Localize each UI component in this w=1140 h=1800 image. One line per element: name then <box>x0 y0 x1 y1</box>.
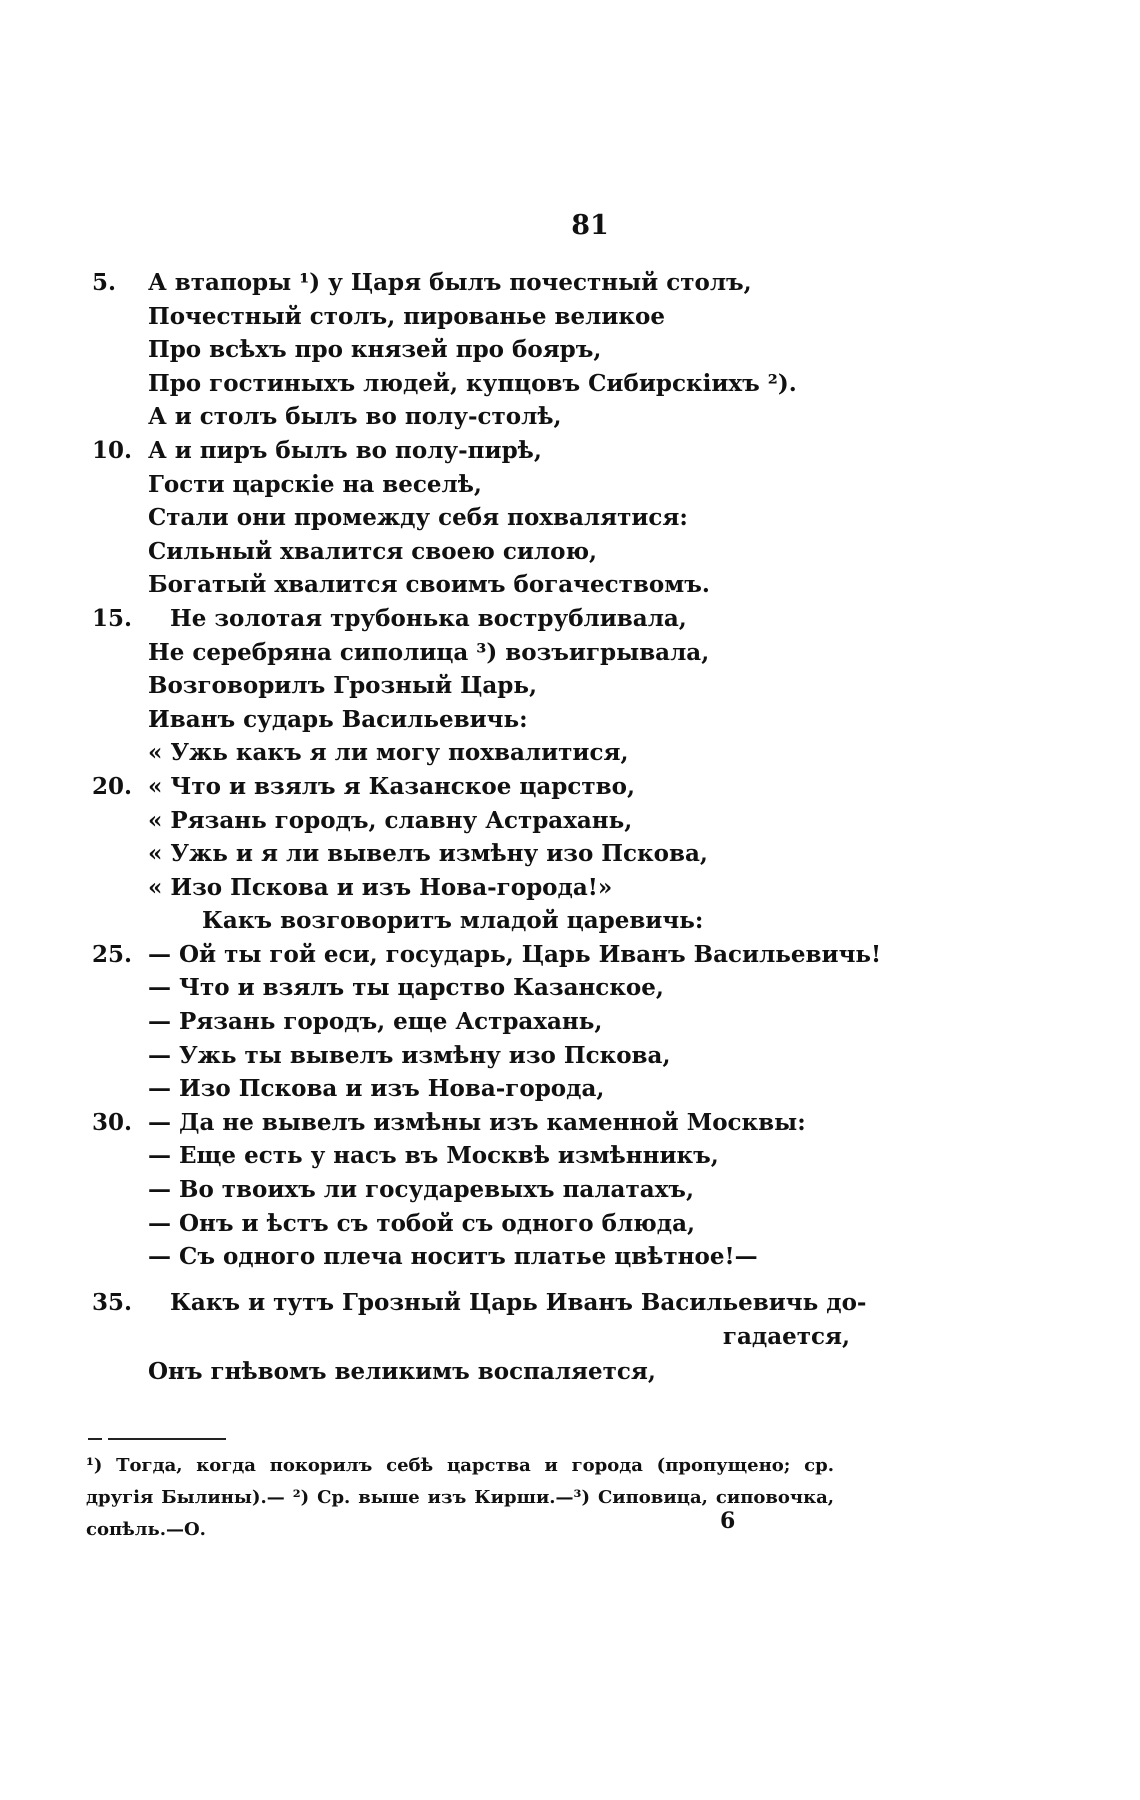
line-text: — Да не вывелъ измѣны изъ каменной Москвы: <box>148 1108 806 1136</box>
line-text: — Что и взялъ ты царство Казанское, <box>148 974 664 1002</box>
stanza-1 <box>92 266 882 1274</box>
page-number: 81 <box>571 210 609 241</box>
poem-line <box>92 804 852 838</box>
poem-line <box>92 1173 852 1207</box>
poem-line <box>92 333 852 367</box>
line-text: Про всѣхъ про князей про бояръ, <box>148 336 602 364</box>
poem-line <box>92 266 852 300</box>
printer-signature: 6 <box>720 1508 736 1534</box>
line-text: Богатый хвалится своимъ богачествомъ. <box>148 571 710 599</box>
line-text: « Ужь какъ я ли могу похвалитися, <box>148 739 629 767</box>
poem-line <box>92 1139 852 1173</box>
poem-line <box>92 770 852 804</box>
stanza-gap <box>92 1274 852 1286</box>
line-text: Гости царскiе на веселѣ, <box>148 470 482 498</box>
line-text: — Ой ты гой еси, государь, Царь Иванъ Васильевичь! <box>148 940 882 968</box>
line-text: — Съ одного плеча носитъ платье цвѣтное!— <box>148 1243 758 1271</box>
poem-line <box>92 602 852 636</box>
poem-line <box>92 703 852 737</box>
poem-body <box>92 266 882 1389</box>
line-text: « Ужь и я ли вывелъ измѣну изо Пскова, <box>148 840 708 868</box>
poem-line <box>92 400 852 434</box>
line-text: Стали они промежду себя похвалятися: <box>148 504 688 532</box>
poem-line <box>92 300 852 334</box>
poem-line <box>92 568 852 602</box>
line-text: А втапоры ¹) у Царя былъ почестный столъ, <box>148 269 752 296</box>
line-text: Не серебряна сиполица ³) возъигрывала, <box>148 638 710 666</box>
poem-line <box>92 837 852 871</box>
line-text: Сильный хвалится своею силою, <box>148 537 598 565</box>
poem-line <box>92 367 852 401</box>
line-text: Почестный столъ, пированье великое <box>148 302 665 330</box>
poem-line <box>92 1039 852 1073</box>
line-text: А и столъ былъ во полу-столѣ, <box>148 403 562 431</box>
poem-line <box>92 501 852 535</box>
line-text: Какъ возговоритъ младой царевичь: <box>202 907 704 935</box>
poem-line <box>92 1106 852 1140</box>
poem-line <box>92 1240 852 1274</box>
poem-line <box>92 1207 852 1241</box>
line-number: 15. <box>92 604 133 632</box>
line-number: 25. <box>92 940 133 968</box>
line-text: А и пиръ былъ во полу-пирѣ, <box>148 436 542 464</box>
poem-line <box>92 904 852 938</box>
line-text: Онъ гнѣвомъ великимъ воспаляется, <box>148 1358 656 1386</box>
line-number: 10. <box>92 436 133 464</box>
line-text: Возговорилъ Грозный Царь, <box>148 672 537 700</box>
poem-line-35-continuation: гадается, <box>722 1323 850 1351</box>
line-text: — Во твоихъ ли государевыхъ палатахъ, <box>148 1176 694 1204</box>
line-text: Про гостиныхъ людей, купцовъ Сибирскiихъ ²). <box>148 369 797 397</box>
line-number: 30. <box>92 1108 133 1136</box>
poem-line-35 <box>92 1286 867 1320</box>
poem-line <box>92 669 852 703</box>
line-number: 35. <box>92 1288 133 1316</box>
poem-line <box>92 468 852 502</box>
poem-line <box>92 1072 852 1106</box>
poem-line <box>92 736 852 770</box>
poem-line <box>92 636 852 670</box>
line-text: — Рязань городъ, еще Астрахань, <box>148 1008 603 1036</box>
poem-line <box>92 871 852 905</box>
footnote-divider <box>108 1438 226 1440</box>
poem-line <box>92 434 852 468</box>
line-number: 5. <box>92 269 117 296</box>
line-text: — Ужь ты вывелъ измѣну изо Пскова, <box>148 1041 671 1069</box>
line-text: « Рязань городъ, славну Астрахань, <box>148 806 633 834</box>
line-number: 20. <box>92 772 133 800</box>
poem-line <box>92 938 882 972</box>
line-text: — Еще есть у насъ въ Москвѣ измѣнникъ, <box>148 1142 719 1170</box>
line-text: — Онъ и ѣстъ съ тобой съ одного блюда, <box>148 1209 695 1237</box>
poem-line <box>92 971 852 1005</box>
poem-line <box>92 535 852 569</box>
footnote-divider-short <box>88 1438 102 1440</box>
line-text: Иванъ сударь Васильевичь: <box>148 705 528 733</box>
line-text: — Изо Пскова и изъ Нова-города, <box>148 1075 605 1103</box>
footnote: ¹) Тогда, когда покорилъ себѣ царства и города (пропущено; ср. другiя Былины).— ²) Ср. выше изъ Кирши.—³) Сиповица, сиповочка, сопѣль.—О. <box>86 1455 834 1540</box>
line-text: Не золотая трубонька вострубливала, <box>170 604 687 632</box>
line-text: Какъ и тутъ Грозный Царь Иванъ Васильевичь до- <box>170 1288 867 1316</box>
poem-line <box>92 1005 852 1039</box>
line-text: « Что и взялъ я Казанское царство, <box>148 772 635 800</box>
line-text: « Изо Пскова и изъ Нова-города!» <box>148 873 613 901</box>
poem-line-36 <box>92 1355 852 1389</box>
